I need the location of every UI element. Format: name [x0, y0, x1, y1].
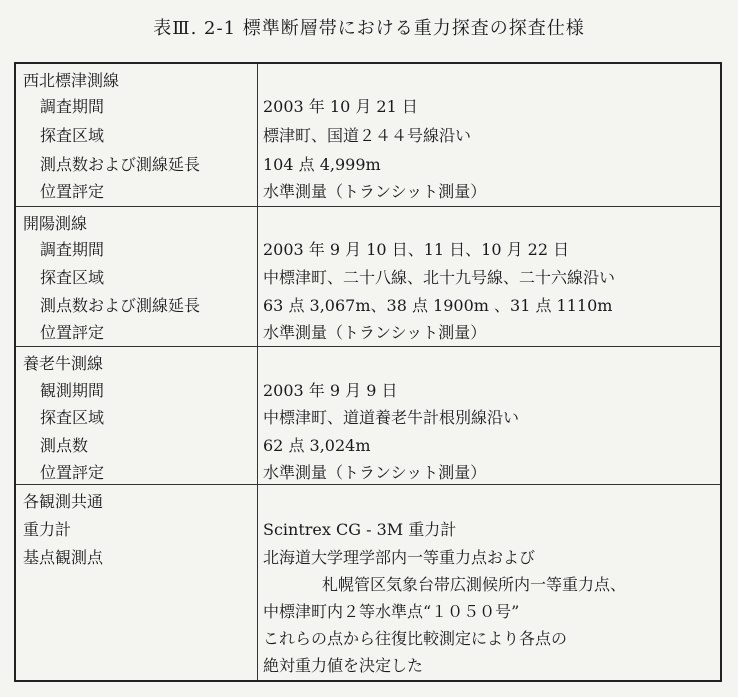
row-value: 中標津町、道道養老牛計根別線沿い — [263, 408, 520, 427]
row-label: 探査区域 — [40, 126, 105, 145]
section-nishi-kita-shibetsu — [16, 64, 720, 206]
spec-table — [14, 62, 722, 682]
section-heading: 開陽測線 — [23, 214, 88, 233]
row-value: 札幌管区気象台帯広測候所内一等重力点、 — [322, 575, 627, 594]
row-value: 2003 年 10 月 21 日 — [263, 97, 418, 116]
section-kaiyo — [16, 206, 720, 346]
row-label: 位置評定 — [40, 182, 105, 201]
row-value: 2003 年 9 月 9 日 — [263, 381, 398, 400]
row-value: 62 点 3,024m — [263, 436, 371, 455]
row-label: 測点数 — [40, 436, 89, 455]
row-value: これらの点から往復比較測定により各点の — [263, 629, 568, 648]
row-value: 水準測量（トランシット測量） — [263, 323, 487, 342]
row-value: Scintrex CG - 3M 重力計 — [263, 520, 457, 539]
row-label: 測点数および測線延長 — [40, 296, 201, 315]
section-heading: 西北標津測線 — [23, 71, 120, 90]
row-label: 調査期間 — [40, 97, 105, 116]
row-label: 観測期間 — [40, 381, 105, 400]
row-value: 2003 年 9 月 10 日、11 日、10 月 22 日 — [263, 240, 570, 259]
row-value: 63 点 3,067m、38 点 1900m 、31 点 1110m — [263, 296, 613, 315]
row-value: 標津町、国道２４４号線沿い — [263, 126, 472, 145]
row-label: 重力計 — [23, 520, 72, 539]
row-value: 北海道大学理学部内一等重力点および — [263, 548, 536, 567]
row-value: 水準測量（トランシット測量） — [263, 182, 487, 201]
section-heading: 養老牛測線 — [23, 354, 104, 373]
row-label: 探査区域 — [40, 268, 105, 287]
row-value: 絶対重力値を決定した — [263, 656, 424, 675]
table-title: 表Ⅲ. 2-1 標準断層帯における重力探査の探査仕様 — [153, 18, 585, 39]
row-label: 位置評定 — [40, 323, 105, 342]
row-value: 104 点 4,999m — [263, 155, 381, 174]
section-heading: 各観測共通 — [23, 492, 104, 511]
section-yoroushi — [16, 346, 720, 484]
row-label: 位置評定 — [40, 463, 105, 482]
row-label: 探査区域 — [40, 408, 105, 427]
row-value: 中標津町、二十八線、北十九号線、二十六線沿い — [263, 268, 616, 287]
row-label: 測点数および測線延長 — [40, 155, 201, 174]
row-value: 中標津町内２等水準点“１０５０号” — [263, 602, 520, 621]
row-label: 基点観測点 — [23, 548, 104, 567]
row-label: 調査期間 — [40, 240, 105, 259]
section-common — [16, 484, 720, 680]
row-value: 水準測量（トランシット測量） — [263, 463, 487, 482]
